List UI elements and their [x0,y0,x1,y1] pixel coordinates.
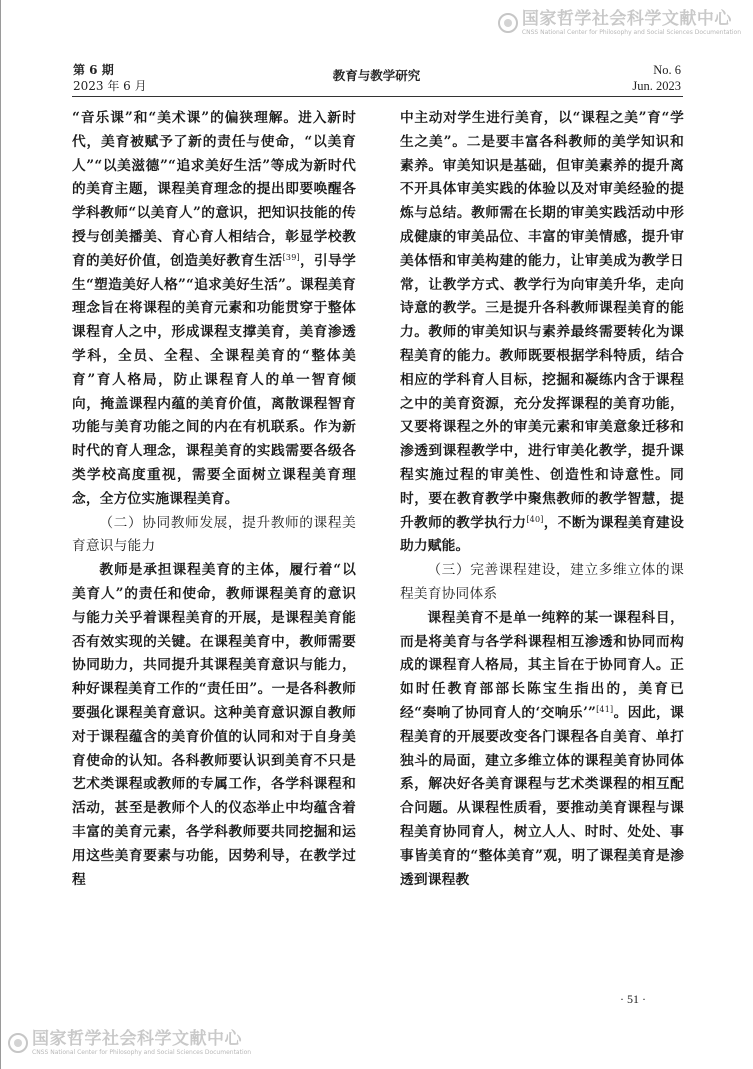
right-column [400,107,684,892]
header-date-en: Jun. 2023 [632,79,681,93]
paragraph: 教师是承担课程美育的主体，履行着“以美育人”的责任和使命，教师课程美育的意识与能力关乎着课程美育的开展，是课程美育能否有效实现的关键。在课程美育中，教师需要协同助力，共同提升其课程美育意识与能力，种好课程美育工作的“责任田”。一是各科教师要强化课程美育意识。这种美育意识源自教师对于课程蕴含的美育价值的认同和对于自身美育使命的认知。各科教师要认识到美育不只是艺术类课程或教师的专属工作，各学科课程和活动，甚至是教师个人的仪态举止中均蕴含着丰富的美育元素，各学科教师要共同挖掘和运用这些美育要素与功能，因势利导，在教学过程 [72,562,356,888]
watermark-top [498,10,741,36]
section-heading: （二）协同教师发展，提升教师的课程美育意识与能力 [72,514,356,555]
citation-ref[interactable]: [39] [282,252,300,262]
citation-ref[interactable]: [41] [596,704,614,714]
page-left-border [0,0,1,1069]
watermark-title: 国家哲学社会科学文献中心 [32,1029,242,1049]
left-column [72,107,356,892]
paragraph: 中主动对学生进行美育，以“课程之美”育“学生之美”。二是要丰富各科教师的美学知识和素养。审美知识是基础，但审美素养的提升离不开具体审美实践的体验以及对审美经验的提炼与总结。教师需在长期的审美实践活动中形成健康的审美品位、丰富的审美情感，提升审美体悟和审美构建的能力，让审美成为教学日常，让教学方式、教学行为向审美升华，走向诗意的教学。三是提升各科教师课程美育的能力。教师的审美知识与素养最终需要转化为课程美育的能力。教师既要根据学科特质，结合相应的学科育人目标，挖掘和凝练内含于课程之中的美育资源，充分发挥课程的美育功能，又要将课程之外的审美元素和审美意象迁移和渗透到课程教学中，进行审美化教学，提升课程实施过程的审美性、创造性和诗意性。同时，要在教育教学中聚焦教师的教学智慧，提升教师的教学执行力[40]，不断为课程美育建设助力赋能。 [400,110,684,555]
header-right [632,62,681,94]
watermark-subtitle: CNSS National Center for Philosophy and Social Sciences Documentation [32,1049,252,1056]
journal-title: 教育与教学研究 [332,68,421,83]
citation-ref[interactable]: [40] [526,514,544,524]
watermark-bottom [8,1030,251,1056]
page-number: · 51 · [620,992,646,1006]
watermark-subtitle: CNSS National Center for Philosophy and Social Sciences Documentation [521,29,741,36]
header-date: 2023 年 6 月 [73,79,147,93]
header-rule [72,96,683,97]
section-heading: （三）完善课程建设，建立多维立体的课程美育协同体系 [400,562,684,602]
watermark-logo-icon [498,13,518,33]
watermark-title: 国家哲学社会科学文献中心 [521,9,732,29]
header-issue-en: No. 6 [653,63,681,77]
paragraph: 课程美育不是单一纯粹的某一课程科目，而是将美育与各学科课程相互渗透和协同而构成的课程育人格局，其主旨在于协同育人。正如时任教育部部长陈宝生指出的，美育已经“奏响了协同育人的‘交响乐’”[41]。因此，课程美育的开展要改变各门课程各自美育、单打独斗的局面，建立多维立体的课程美育协同体系，解决好各美育课程与艺术类课程的相互配合问题。从课程性质看，要推动美育课程与课程美育协同育人，树立人人、时时、处处、事事皆美育的“整体美育”观，明了课程美育是渗透到课程教 [400,609,684,888]
header-issue: 第 6 期 [73,63,114,77]
watermark-logo-icon [8,1033,28,1053]
paragraph: “音乐课”和“美术课”的偏狭理解。进入新时代，美育被赋予了新的责任与使命，“以美育人”“以美滋德”“追求美好生活”等成为新时代的美育主题，课程美育理念的提出即要唤醒各学科教师“以美育人”的意识，把知识技能的传授与创美播美、育心育人相结合，彰显学校教育的美好价值，创造美好教育生活[39]，引导学生“塑造美好人格”“追求美好生活”。课程美育理念旨在将课程的美育元素和功能贯穿于整体课程育人之中，形成课程支撑美育，美育渗透学科，全员、全程、全课程美育的“整体美育”育人格局，防止课程育人的单一智育倾向，掩盖课程内蕴的美育价值，离散课程智育功能与美育功能之间的内在有机联系。作为新时代的育人理念，课程美育的实践需要各级各类学校高度重视，需要全面树立课程美育理念，全方位实施课程美育。 [72,110,356,507]
